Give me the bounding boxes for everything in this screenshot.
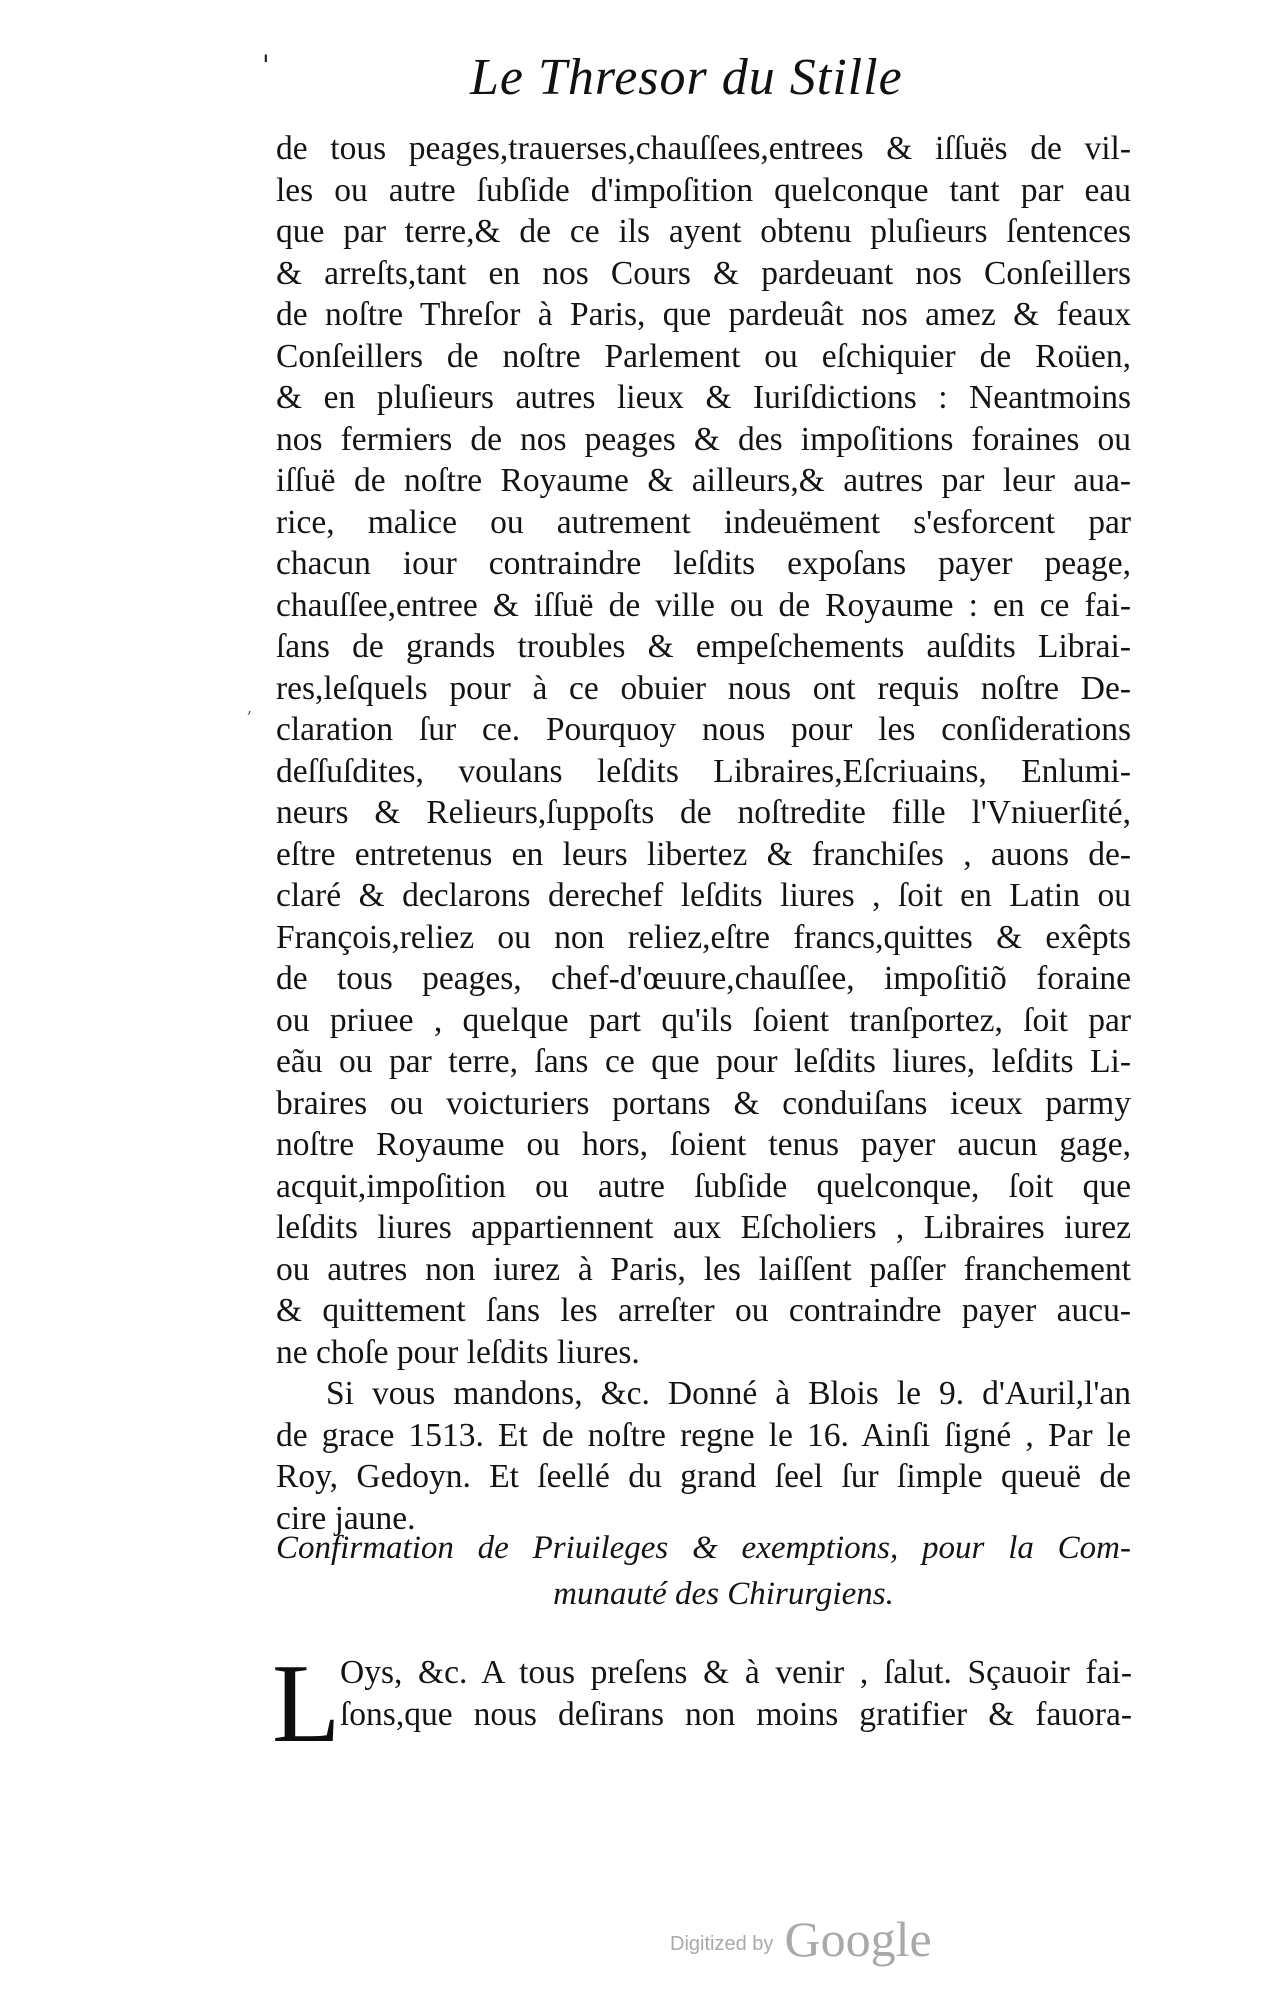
text-line: ou priuee , quelque part qu'ils ſoient tranſportez, ſoit par	[276, 1001, 1131, 1039]
text-line: res,leſquels pour à ce obuier nous ont requis noſtre De-	[276, 669, 1131, 707]
main-text-block	[276, 128, 1131, 1539]
text-line: nos fermiers de nos peages & des impoſitions foraines ou	[276, 420, 1131, 458]
text-line: neurs & Relieurs,ſuppoſts de noſtredite fille l'Vniuerſité,	[276, 794, 1131, 831]
closing-line: Roy, Gedoyn. Et ſeellé du grand ſeel ſur ſimple queuë de	[276, 1458, 1131, 1495]
text-line: Conſeillers de noſtre Parlement ou eſchiquier de Roüen,	[276, 337, 1131, 375]
text-line: les ou autre ſubſide d'impoſition quelconque tant par eau	[276, 171, 1131, 209]
closing-line: cire jaune.	[276, 1499, 416, 1537]
text-line: que par terre,& de ce ils ayent obtenu pluſieurs ſentences	[276, 213, 1131, 250]
text-line: ne choſe pour leſdits liures.	[276, 1333, 640, 1371]
text-line: de tous peages, chef-d'œuure,chauſſee, impoſitiõ foraine	[276, 960, 1131, 997]
text-line: de noſtre Threſor à Paris, que pardeuât nos amez & feaux	[276, 296, 1131, 333]
text-line: François,reliez ou non reliez,eſtre francs,quittes & exêpts	[276, 918, 1131, 956]
text-line: ſans de grands troubles & empeſchements auſdits Librai-	[276, 628, 1131, 665]
corner-mark: '	[262, 49, 270, 82]
running-head: Le Thresor du Stille	[470, 49, 903, 106]
text-line: braires ou voicturiers portans & conduiſans iceux parmy	[276, 1084, 1131, 1122]
text-line: ou autres non iurez à Paris, les laiſſent paſſer franchement	[276, 1250, 1131, 1288]
text-line: deſſuſdites, voulans leſdits Libraires,Eſcriuains, Enlumi-	[276, 752, 1131, 790]
text-line: & quittement ſans les arreſter ou contraindre payer aucu-	[276, 1292, 1131, 1329]
margin-mark: ,	[247, 698, 253, 717]
text-line: leſdits liures appartiennent aux Eſcholiers , Libraires iurez	[276, 1209, 1131, 1246]
text-line: acquit,impoſition ou autre ſubſide quelconque, ſoit que	[276, 1167, 1131, 1205]
drop-cap: L	[272, 1642, 341, 1766]
text-line: chauſſee,entree & iſſuë de ville ou de Royaume : en ce fai-	[276, 586, 1131, 624]
closing-line: Si vous mandons, &c. Donné à Blois le 9. d'Auril,l'an	[326, 1375, 1131, 1412]
final-text-block	[340, 1652, 1132, 1735]
text-line: eſtre entretenus en leurs libertez & franchiſes , auons de-	[276, 835, 1131, 873]
text-line: & arreſts,tant en nos Cours & pardeuant nos Conſeillers	[276, 254, 1131, 292]
closing-line: de grace 1513. Et de noſtre regne le 16. Ainſi ſigné , Par le	[276, 1416, 1131, 1454]
text-line: chacun iour contraindre leſdits expoſans payer peage,	[276, 545, 1131, 582]
google-logo: Google	[784, 1911, 932, 1967]
text-line: iſſuë de noſtre Royaume & ailleurs,& autres par leur aua-	[276, 462, 1131, 499]
digitized-watermark	[670, 1910, 932, 1968]
text-line: de tous peages,trauerses,chauſſees,entrees & iſſuës de vil-	[276, 130, 1131, 167]
text-line: claration ſur ce. Pourquoy nous pour les conſiderations	[276, 711, 1131, 748]
text-line: Oys, &c. A tous preſens & à venir , ſalut. Sçauoir fai-	[340, 1654, 1132, 1691]
watermark-caption: Digitized by	[670, 1933, 774, 1955]
text-line: claré & declarons derechef leſdits liures , ſoit en Latin ou	[276, 877, 1131, 914]
text-line: noſtre Royaume ou hors, ſoient tenus payer aucun gage,	[276, 1126, 1131, 1163]
section-heading-line: Confirmation de Priuileges & exemptions, pour la Com-	[276, 1530, 1131, 1566]
text-line: ſons,que nous deſirans non moins gratifier & fauora-	[340, 1695, 1132, 1733]
text-line: rice, malice ou autrement indeuëment s'esforcent par	[276, 503, 1131, 541]
section-heading-line: munauté des Chirurgiens.	[553, 1576, 894, 1612]
section-heading	[276, 1525, 1131, 1617]
text-line: & en pluſieurs autres lieux & Iuriſdictions : Neantmoins	[276, 379, 1131, 416]
text-line: eãu ou par terre, ſans ce que pour leſdits liures, leſdits Li-	[276, 1043, 1131, 1080]
